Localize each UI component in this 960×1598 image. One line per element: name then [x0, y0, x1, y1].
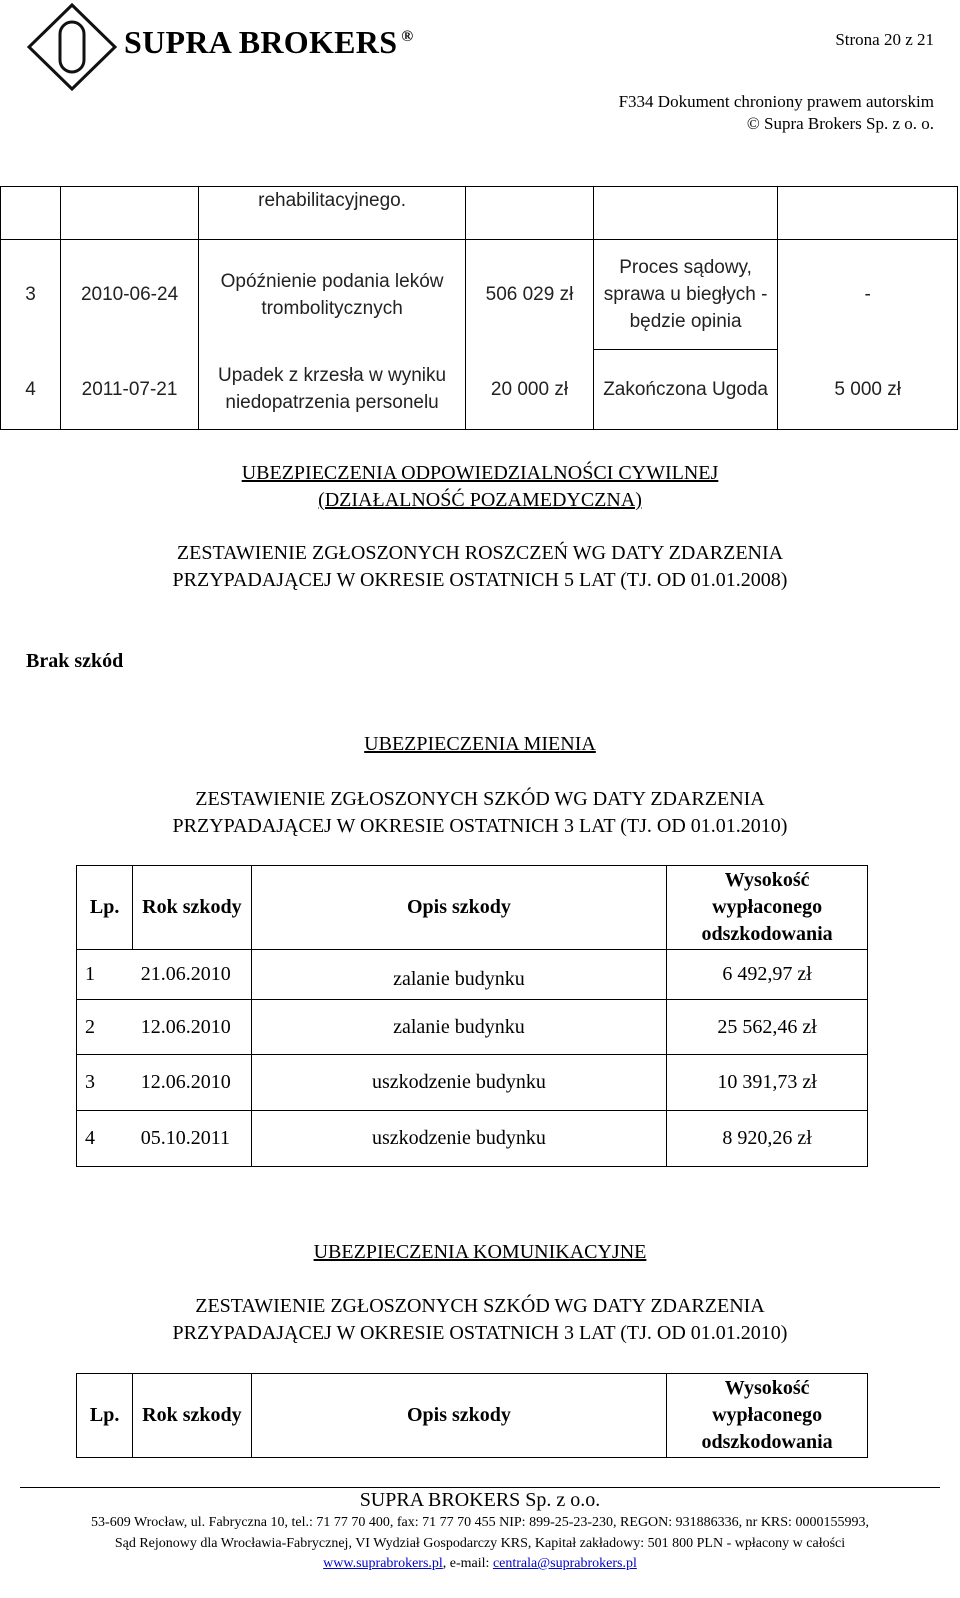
row-number: 3 [77, 1055, 133, 1111]
claim-status: Zakończona Ugoda [593, 350, 778, 430]
company-logo [26, 2, 118, 97]
header-year: Rok szkody [133, 866, 251, 950]
website-link[interactable]: www.suprabrokers.pl [323, 1556, 443, 1571]
brand-name [124, 24, 414, 61]
section-property-title: UBEZPIECZENIA MIENIA [364, 733, 596, 755]
header-lp: Lp. [77, 866, 133, 950]
row-number: 3 [1, 240, 61, 350]
table-row [77, 950, 868, 1000]
table-row [1, 187, 958, 240]
header-year: Rok szkody [133, 1374, 251, 1458]
header-amount: Wysokość wypłaconego odszkodowania [667, 1374, 868, 1458]
claim-description: uszkodzenie budynku [251, 1111, 667, 1167]
header-lp: Lp. [77, 1374, 133, 1458]
claim-date: 2011-07-21 [61, 350, 199, 430]
claim-date: 21.06.2010 [133, 950, 251, 1000]
section-motor-subtitle: ZESTAWIENIE ZGŁOSZONYCH SZKÓD WG DATY ZDARZENIA [195, 1295, 765, 1317]
claim-amount: 506 029 zł [466, 240, 594, 350]
claim-status: Proces sądowy, sprawa u biegłych - będzie opinia [593, 240, 778, 350]
no-claims-note: Brak szkód [26, 650, 124, 672]
claim-paid: - [778, 240, 958, 350]
table-cell [1, 187, 61, 240]
claim-amount: 20 000 zł [466, 350, 594, 430]
claim-description: Upadek z krzesła w wyniku niedopatrzenia personelu [198, 350, 465, 430]
row-number: 4 [1, 350, 61, 430]
registered-mark: ® [401, 28, 414, 46]
table-row [77, 1000, 868, 1055]
table-row [1, 240, 958, 350]
footer-divider [20, 1487, 940, 1488]
claim-description: Opóźnienie podania leków trombolitycznych [198, 240, 465, 350]
claim-date: 12.06.2010 [133, 1055, 251, 1111]
footer-address: 53-609 Wrocław, ul. Fabryczna 10, tel.: 71 77 70 400, fax: 71 77 70 455 NIP: 899-25-23-230, REGON: 931886336, nr KRS: 0000155993, [91, 1515, 869, 1530]
email-link[interactable]: centrala@suprabrokers.pl [492, 1556, 637, 1571]
header-amount: Wysokość wypłaconego odszkodowania [667, 866, 868, 950]
page-number: Strona 20 z 21 [835, 30, 934, 49]
claim-amount: 10 391,73 zł [667, 1055, 868, 1111]
diamond-logo-icon [26, 2, 118, 92]
partial-row-text: rehabilitacyjnego. [198, 187, 465, 240]
header-description: Opis szkody [251, 866, 667, 950]
claim-amount: 25 562,46 zł [667, 1000, 868, 1055]
claim-amount: 6 492,97 zł [667, 950, 868, 1000]
footer-contact [0, 1556, 960, 1572]
property-claims-table [76, 865, 868, 1167]
table-header-row [77, 866, 868, 950]
section-property-subtitle: ZESTAWIENIE ZGŁOSZONYCH SZKÓD WG DATY ZDARZENIA [195, 788, 765, 810]
section-property-subtitle-2: PRZYPADAJĄCEJ W OKRESIE OSTATNICH 3 LAT (TJ. OD 01.01.2010) [172, 815, 788, 837]
claims-table-continued [0, 186, 958, 430]
section-motor-subtitle-2: PRZYPADAJĄCEJ W OKRESIE OSTATNICH 3 LAT (TJ. OD 01.01.2010) [172, 1322, 788, 1344]
section-motor-title: UBEZPIECZENIA KOMUNIKACYJNE [313, 1241, 647, 1263]
table-row [1, 350, 958, 430]
claim-description: uszkodzenie budynku [251, 1055, 667, 1111]
claim-date: 05.10.2011 [133, 1111, 251, 1167]
table-header-row [77, 1374, 868, 1458]
email-label: , e-mail: [442, 1556, 493, 1571]
table-cell [593, 187, 778, 240]
claim-date: 2010-06-24 [61, 240, 199, 350]
claim-paid: 5 000 zł [778, 350, 958, 430]
row-number: 1 [77, 950, 133, 1000]
motor-claims-table [76, 1373, 868, 1458]
table-row [77, 1111, 868, 1167]
table-cell [466, 187, 594, 240]
claim-description: zalanie budynku [251, 950, 667, 1000]
table-row [77, 1055, 868, 1111]
copyright-notice [619, 91, 934, 135]
copyright-line: © Supra Brokers Sp. z o. o. [746, 114, 934, 133]
doc-protection-line: F334 Dokument chroniony prawem autorskim [618, 92, 934, 111]
header-description: Opis szkody [251, 1374, 667, 1458]
section-oc-title-2: (DZIAŁALNOŚĆ POZAMEDYCZNA) [318, 489, 642, 511]
footer-registration: Sąd Rejonowy dla Wrocławia-Fabrycznej, VI Wydział Gospodarczy KRS, Kapitał zakładowy: 501 800 PLN - wpłacony w całości [114, 1536, 846, 1551]
table-cell [778, 187, 958, 240]
section-oc-title: UBEZPIECZENIA ODPOWIEDZIALNOŚCI CYWILNEJ [241, 462, 719, 484]
footer-company: SUPRA BROKERS Sp. z o.o. [359, 1489, 601, 1511]
section-oc-subtitle: ZESTAWIENIE ZGŁOSZONYCH ROSZCZEŃ WG DATY ZDARZENIA [176, 542, 784, 564]
claim-amount: 8 920,26 zł [667, 1111, 868, 1167]
claim-description: zalanie budynku [251, 1000, 667, 1055]
section-oc-subtitle-2: PRZYPADAJĄCEJ W OKRESIE OSTATNICH 5 LAT (TJ. OD 01.01.2008) [172, 569, 788, 591]
table-cell [61, 187, 199, 240]
row-number: 4 [77, 1111, 133, 1167]
brand-text: SUPRA BROKERS [124, 24, 398, 60]
claim-date: 12.06.2010 [133, 1000, 251, 1055]
row-number: 2 [77, 1000, 133, 1055]
